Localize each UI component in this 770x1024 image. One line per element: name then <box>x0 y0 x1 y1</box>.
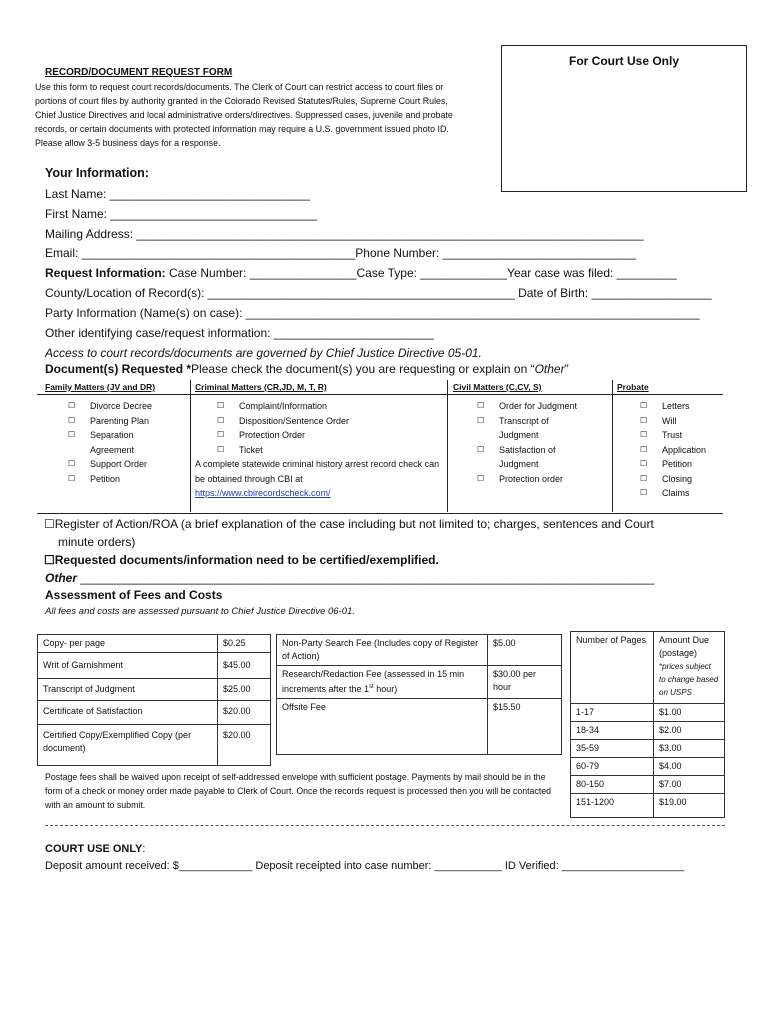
checkbox-icon[interactable]: ☐ <box>640 459 648 468</box>
fee-amount: $20.00 <box>218 725 271 766</box>
superscript: st <box>369 684 374 690</box>
fee-item-text: Research/Redaction Fee (assessed in 15 min increments after the 1 <box>282 669 465 694</box>
table-row <box>571 740 725 758</box>
table-row <box>571 758 725 776</box>
item-label: Order for Judgment <box>499 401 578 411</box>
fee-amount: $25.00 <box>218 679 271 701</box>
civil-protection-order[interactable] <box>477 472 607 487</box>
price-note: *prices subject to change based on USPS <box>659 662 719 697</box>
pages-range: 18-34 <box>571 722 654 740</box>
pages-range: 35-59 <box>571 740 654 758</box>
table-row <box>38 725 271 766</box>
fee-amount: $0.25 <box>218 635 271 653</box>
checkbox-icon[interactable]: ☐ <box>640 401 648 410</box>
item-label: Will <box>662 415 677 426</box>
probate-letters[interactable] <box>640 399 725 414</box>
postage-amount: $7.00 <box>654 776 725 794</box>
fees-heading: Assessment of Fees and Costs <box>45 588 223 602</box>
grid-divider <box>190 380 191 512</box>
cut-line <box>45 825 725 826</box>
last-name-field[interactable]: Last Name: ______________________________ <box>45 187 310 201</box>
email-phone-field[interactable]: Email: _________________________________________Phone Number: _____________________________ <box>45 246 637 260</box>
probate-items <box>640 399 725 501</box>
documents-instruction: Please check the document(s) you are requesting or explain on “ <box>191 362 535 376</box>
fee-item: Transcript of Judgment <box>38 679 218 701</box>
table-row <box>38 701 271 725</box>
roa-option[interactable] <box>44 517 654 531</box>
pages-range: 1-17 <box>571 704 654 722</box>
documents-instruction-end: ” <box>564 362 569 376</box>
criminal-ticket[interactable] <box>217 443 442 458</box>
item-label: Application <box>662 444 707 455</box>
postage-amount: $4.00 <box>654 758 725 776</box>
table-row <box>571 794 725 818</box>
county-dob-field[interactable]: County/Location of Record(s): ______________________________________________ Date of Birth: __________________ <box>45 286 712 300</box>
table-row <box>571 776 725 794</box>
checkbox-icon[interactable]: ☐ <box>217 444 225 454</box>
fee-item-text: hour) <box>373 684 398 694</box>
civil-matters-header: Civil Matters (C,CV, S) <box>453 382 542 392</box>
criminal-matters-header: Criminal Matters (CR,JD, M, T, R) <box>195 382 327 392</box>
criminal-items <box>217 399 442 457</box>
case-fields[interactable]: Case Number: ________________Case Type: _____________Year case was filed: _________ <box>165 266 677 280</box>
mailing-address-field[interactable]: Mailing Address: ____________________________________________________________________________ <box>45 227 644 241</box>
cbi-note-text: A complete statewide criminal history arrest record check can be obtained through CBI at <box>195 459 440 484</box>
family-items <box>68 399 183 486</box>
request-information-row <box>45 266 677 280</box>
fees-note: All fees and costs are assessed pursuant to Chief Justice Directive 06-01. <box>45 606 355 617</box>
checkbox-icon[interactable]: ☐ <box>477 415 485 425</box>
court-use-label: COURT USE ONLY <box>45 843 143 855</box>
checkbox-icon[interactable]: ☐ <box>640 473 648 483</box>
other-field[interactable]: ______________________________________________________________________________________ <box>77 571 655 585</box>
item-label: Divorce Decree <box>90 401 153 411</box>
table-row <box>277 635 562 666</box>
table-row <box>38 635 271 653</box>
fee-amount: $45.00 <box>218 653 271 679</box>
form-title: RECORD/DOCUMENT REQUEST FORM <box>45 67 233 78</box>
fee-item: Certificate of Satisfaction <box>38 701 218 725</box>
postage-amount: $1.00 <box>654 704 725 722</box>
item-label: Claims <box>662 488 690 498</box>
cbi-note <box>195 457 443 501</box>
criminal-disposition[interactable] <box>217 414 442 429</box>
item-label: Letters <box>662 401 690 411</box>
fee-amount: $15.50 <box>488 699 562 755</box>
item-label: Protection Order <box>239 430 306 440</box>
fee-amount: $5.00 <box>488 635 562 666</box>
table-row <box>571 704 725 722</box>
court-use-colon: : <box>142 843 146 855</box>
postage-amount: $19.00 <box>654 794 725 818</box>
documents-requested-row <box>45 362 569 376</box>
cbi-link[interactable]: https://www.cbirecordscheck.com/ <box>195 488 331 498</box>
checkbox-icon[interactable]: ☐ <box>68 430 76 439</box>
family-separation-agreement[interactable] <box>68 428 183 457</box>
required-star: * <box>183 362 192 376</box>
postage-note: Postage fees shall be waived upon receipt of self-addressed envelope with sufficient postage. Payments by mail should be in the form of a check or money order made payable to Clerk of Court. Once the records request is processed then you will be contacted with an amount to submit. <box>45 772 552 810</box>
other-label: Other <box>45 571 78 585</box>
fees-table-2 <box>276 634 562 755</box>
other-identifying-field[interactable]: Other identifying case/request information: ________________________ <box>45 326 434 340</box>
certified-label: Requested documents/information need to be certified/exemplified. <box>54 553 439 567</box>
probate-closing[interactable] <box>640 472 725 487</box>
family-petition[interactable] <box>68 472 183 487</box>
amount-header <box>654 632 725 704</box>
fee-item: Writ of Garnishment <box>38 653 218 679</box>
item-label: Closing <box>662 473 693 484</box>
checkbox-icon[interactable]: ☐ <box>68 473 76 483</box>
checkbox-icon[interactable]: ☐ <box>44 553 55 567</box>
item-label: Separation Agreement <box>90 430 135 455</box>
family-matters-header: Family Matters (JV and DR) <box>45 382 156 392</box>
certified-option[interactable] <box>44 553 439 567</box>
pages-header: Number of Pages <box>571 632 654 704</box>
checkbox-icon[interactable]: ☐ <box>68 459 76 468</box>
item-label: Complaint/Information <box>239 401 328 411</box>
your-information-heading: Your Information: <box>45 166 149 180</box>
family-divorce-decree[interactable] <box>68 399 183 414</box>
pages-range: 151-1200 <box>571 794 654 818</box>
family-parenting-plan[interactable] <box>68 414 183 429</box>
intro-text: Use this form to request court records/documents. The Clerk of Court can restrict access to court files or portions of court files by authority granted in the Colorado Revised Statutes/Rules, Supreme Court Rules, Chief Justice Directives and local administrative orders/directives. Suppressed cases, juvenile and probate records, or certain documents with protected information may require a U.S. government issued photo ID. Please allow 3-5 business days for a response. <box>35 82 453 148</box>
pages-range: 60-79 <box>571 758 654 776</box>
table-row <box>277 666 562 699</box>
access-note: Access to court records/documents are governed by Chief Justice Directive 05-01. <box>45 346 482 360</box>
checkbox-icon[interactable]: ☐ <box>640 488 648 497</box>
fee-item: Certified Copy/Exemplified Copy (per document) <box>38 725 218 766</box>
fee-item: Offsite Fee <box>277 699 488 755</box>
criminal-protection-order[interactable] <box>217 428 442 443</box>
checkbox-icon[interactable]: ☐ <box>68 415 76 425</box>
postage-table <box>570 631 725 818</box>
checkbox-icon[interactable]: ☐ <box>477 473 485 483</box>
table-row <box>571 632 725 704</box>
table-row <box>571 722 725 740</box>
first-name-field[interactable]: First Name: _______________________________ <box>45 207 318 221</box>
civil-order-for-judgment[interactable] <box>477 399 607 414</box>
documents-other-ref: Other <box>534 362 565 376</box>
table-row <box>277 699 562 755</box>
family-support-order[interactable] <box>68 457 183 472</box>
court-use-section <box>45 843 145 855</box>
fee-item: Copy- per page <box>38 635 218 653</box>
checkbox-icon[interactable]: ☐ <box>217 415 225 425</box>
checkbox-icon[interactable]: ☐ <box>640 444 648 454</box>
roa-label: Register of Action/ROA (a brief explanation of the case including but not limited to; charges, sentences and Court <box>54 517 654 531</box>
grid-divider <box>612 380 613 512</box>
fee-item: Non-Party Search Fee (Includes copy of Register of Action) <box>277 635 488 666</box>
item-label: Petition <box>662 459 693 469</box>
item-label: Parenting Plan <box>90 415 150 426</box>
item-label: Petition <box>90 473 121 484</box>
party-information-field[interactable]: Party Information (Name(s) on case): ____________________________________________________________________ <box>45 306 700 320</box>
item-label: Protection order <box>499 473 564 484</box>
court-use-box <box>501 45 747 192</box>
probate-petition[interactable] <box>640 457 725 472</box>
checkbox-icon[interactable]: ☐ <box>217 401 225 410</box>
table-row <box>38 679 271 701</box>
item-label: Transcript of Judgment <box>499 415 549 440</box>
fees-table-1 <box>37 634 271 766</box>
probate-will[interactable] <box>640 414 725 429</box>
amount-header-text: Amount Due (postage) <box>659 635 710 658</box>
fee-item <box>277 666 488 699</box>
criminal-complaint[interactable] <box>217 399 442 414</box>
probate-claims[interactable] <box>640 486 725 501</box>
item-label: Satisfaction of Judgment <box>499 444 556 469</box>
civil-transcript-of-judgment[interactable] <box>477 414 607 443</box>
other-row[interactable] <box>45 571 654 585</box>
probate-application[interactable] <box>640 443 725 458</box>
checkbox-icon[interactable]: ☐ <box>217 430 225 439</box>
checkbox-icon[interactable]: ☐ <box>68 401 76 410</box>
probate-trust[interactable] <box>640 428 725 443</box>
roa-label-continued: minute orders) <box>58 535 136 549</box>
table-row <box>38 653 271 679</box>
probate-header: Probate <box>617 382 649 392</box>
fee-amount: $30.00 per hour <box>488 666 562 699</box>
checkbox-icon[interactable]: ☐ <box>44 517 55 531</box>
civil-items <box>477 399 607 486</box>
checkbox-icon[interactable]: ☐ <box>640 430 648 439</box>
checkbox-icon[interactable]: ☐ <box>640 415 648 425</box>
postage-amount: $2.00 <box>654 722 725 740</box>
item-label: Disposition/Sentence Order <box>239 415 350 426</box>
postage-amount: $3.00 <box>654 740 725 758</box>
checkbox-icon[interactable]: ☐ <box>477 401 485 410</box>
civil-satisfaction-of-judgment[interactable] <box>477 443 607 472</box>
deposit-fields[interactable]: Deposit amount received: $____________ Deposit receipted into case number: ___________ ID Verified: ____________________ <box>45 860 685 872</box>
checkbox-icon[interactable]: ☐ <box>477 444 485 454</box>
grid-divider <box>447 380 448 512</box>
pages-range: 80-150 <box>571 776 654 794</box>
item-label: Trust <box>662 430 683 440</box>
request-information-label: Request Information: <box>45 266 166 280</box>
fee-amount: $20.00 <box>218 701 271 725</box>
documents-requested-label: Document(s) Requested <box>45 362 184 376</box>
court-use-title: For Court Use Only <box>568 54 679 68</box>
item-label: Ticket <box>239 444 263 455</box>
item-label: Support Order <box>90 459 148 469</box>
